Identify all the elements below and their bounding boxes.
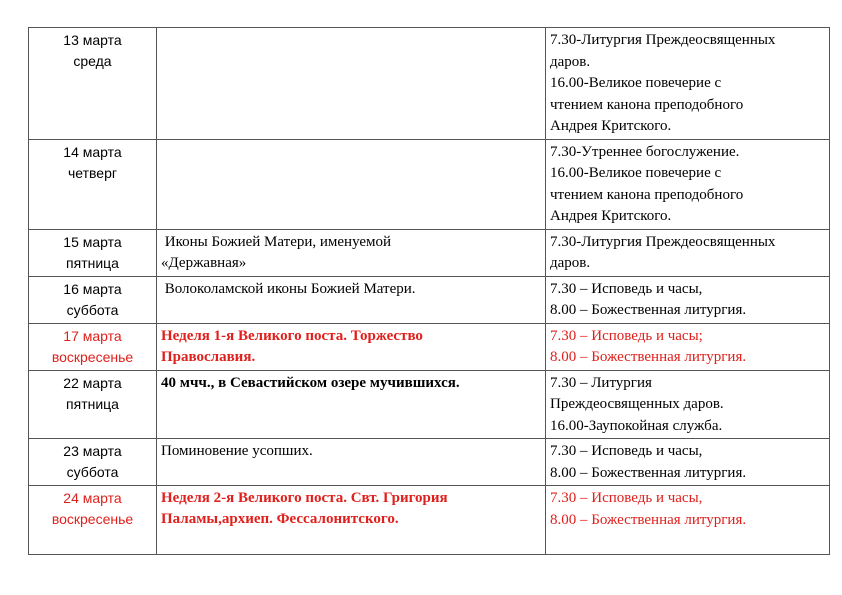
- service-text-line: 8.00 – Божественная литургия.: [550, 464, 747, 481]
- event-cell: [157, 139, 546, 229]
- event-text-line: «Державная»: [161, 254, 247, 271]
- service-cell: [546, 28, 830, 140]
- schedule-row: [29, 323, 830, 370]
- schedule-table-body: [29, 28, 830, 555]
- date-cell: [29, 28, 157, 140]
- service-schedule-table: [28, 27, 830, 555]
- service-text-line: 7.30-Литургия Преждеосвященных: [550, 32, 776, 48]
- date-weekday: четверг: [68, 164, 117, 181]
- date-cell: [29, 323, 157, 370]
- date-day: 14 марта: [63, 143, 122, 160]
- service-text-line: 7.30 – Исповедь и часы;: [550, 327, 703, 344]
- service-text-line: 7.30 – Исповедь и часы,: [550, 490, 703, 506]
- service-text-line: 7.30-Утреннее богослужение.: [550, 143, 740, 160]
- event-cell: [157, 370, 546, 439]
- date-weekday: воскресенье: [51, 348, 134, 365]
- date-weekday: воскресенье: [51, 511, 134, 527]
- event-cell: [157, 229, 546, 276]
- service-text-line: даров.: [550, 255, 591, 271]
- date-weekday: пятница: [66, 254, 119, 271]
- service-text-line: Преждеосвященных даров.: [550, 396, 724, 412]
- date-day: 13 марта: [63, 32, 122, 48]
- event-cell: [157, 276, 546, 323]
- service-text-line: 8.00 – Божественная литургия.: [550, 511, 747, 528]
- date-cell: [29, 139, 157, 229]
- schedule-row: [29, 439, 830, 486]
- service-text-line: 8.00 – Божественная литургия.: [550, 349, 747, 365]
- service-text-line: Андрея Критского.: [550, 208, 672, 224]
- event-text-line: Паламы,архиеп. Фессалонитского.: [161, 511, 399, 527]
- event-text-line: 40 мчч., в Севастийском озере мучившихся.: [161, 374, 460, 391]
- event-text-line: Иконы Божией Матери, именуемой: [161, 233, 392, 250]
- date-weekday: суббота: [66, 464, 119, 480]
- service-text-line: 7.30 – Исповедь и часы,: [550, 280, 703, 297]
- date-cell: [29, 276, 157, 323]
- date-weekday: среда: [73, 53, 112, 69]
- event-text-line: Неделя 1-я Великого поста. Торжество: [161, 327, 423, 344]
- event-text-line: Неделя 2-я Великого поста. Свт. Григория: [161, 490, 448, 506]
- service-text-line: 16.00-Великое повечерие с: [550, 165, 722, 181]
- event-cell: [157, 486, 546, 555]
- event-text-line: Волоколамской иконы Божией Матери.: [161, 280, 416, 297]
- service-cell: [546, 276, 830, 323]
- service-cell: [546, 323, 830, 370]
- date-cell: [29, 486, 157, 555]
- service-text-line: даров.: [550, 53, 591, 70]
- date-day: 15 марта: [63, 233, 122, 250]
- date-weekday: суббота: [66, 301, 119, 318]
- date-day: 16 марта: [63, 280, 122, 297]
- schedule-row: [29, 28, 830, 140]
- service-text-line: 8.00 – Божественная литургия.: [550, 302, 747, 318]
- schedule-row: [29, 370, 830, 439]
- service-text-line: 7.30 – Литургия: [550, 374, 652, 391]
- service-cell: [546, 486, 830, 555]
- service-cell: [546, 139, 830, 229]
- schedule-row: [29, 139, 830, 229]
- service-text-line: 16.00-Заупокойная служба.: [550, 417, 723, 434]
- service-text-line: 7.30 – Исповедь и часы,: [550, 443, 703, 459]
- schedule-row: [29, 486, 830, 555]
- event-cell: [157, 439, 546, 486]
- date-day: 24 марта: [63, 490, 122, 506]
- service-text-line: 7.30-Литургия Преждеосвященных: [550, 233, 776, 250]
- event-text-line: Поминовение усопших.: [161, 443, 313, 459]
- date-day: 23 марта: [63, 443, 122, 459]
- blank-line: [550, 531, 825, 553]
- service-cell: [546, 439, 830, 486]
- service-cell: [546, 229, 830, 276]
- service-text-line: чтением канона преподобного: [550, 96, 744, 113]
- date-cell: [29, 439, 157, 486]
- service-text-line: 16.00-Великое повечерие с: [550, 75, 722, 91]
- event-cell: [157, 323, 546, 370]
- date-day: 22 марта: [63, 374, 122, 391]
- service-cell: [546, 370, 830, 439]
- date-weekday: пятница: [66, 395, 119, 412]
- event-text-line: Православия.: [161, 348, 256, 365]
- service-text-line: Андрея Критского.: [550, 118, 672, 134]
- service-text-line: чтением канона преподобного: [550, 186, 744, 203]
- schedule-row: [29, 229, 830, 276]
- date-cell: [29, 370, 157, 439]
- schedule-row: [29, 276, 830, 323]
- date-cell: [29, 229, 157, 276]
- date-day: 17 марта: [63, 327, 122, 344]
- event-cell: [157, 28, 546, 140]
